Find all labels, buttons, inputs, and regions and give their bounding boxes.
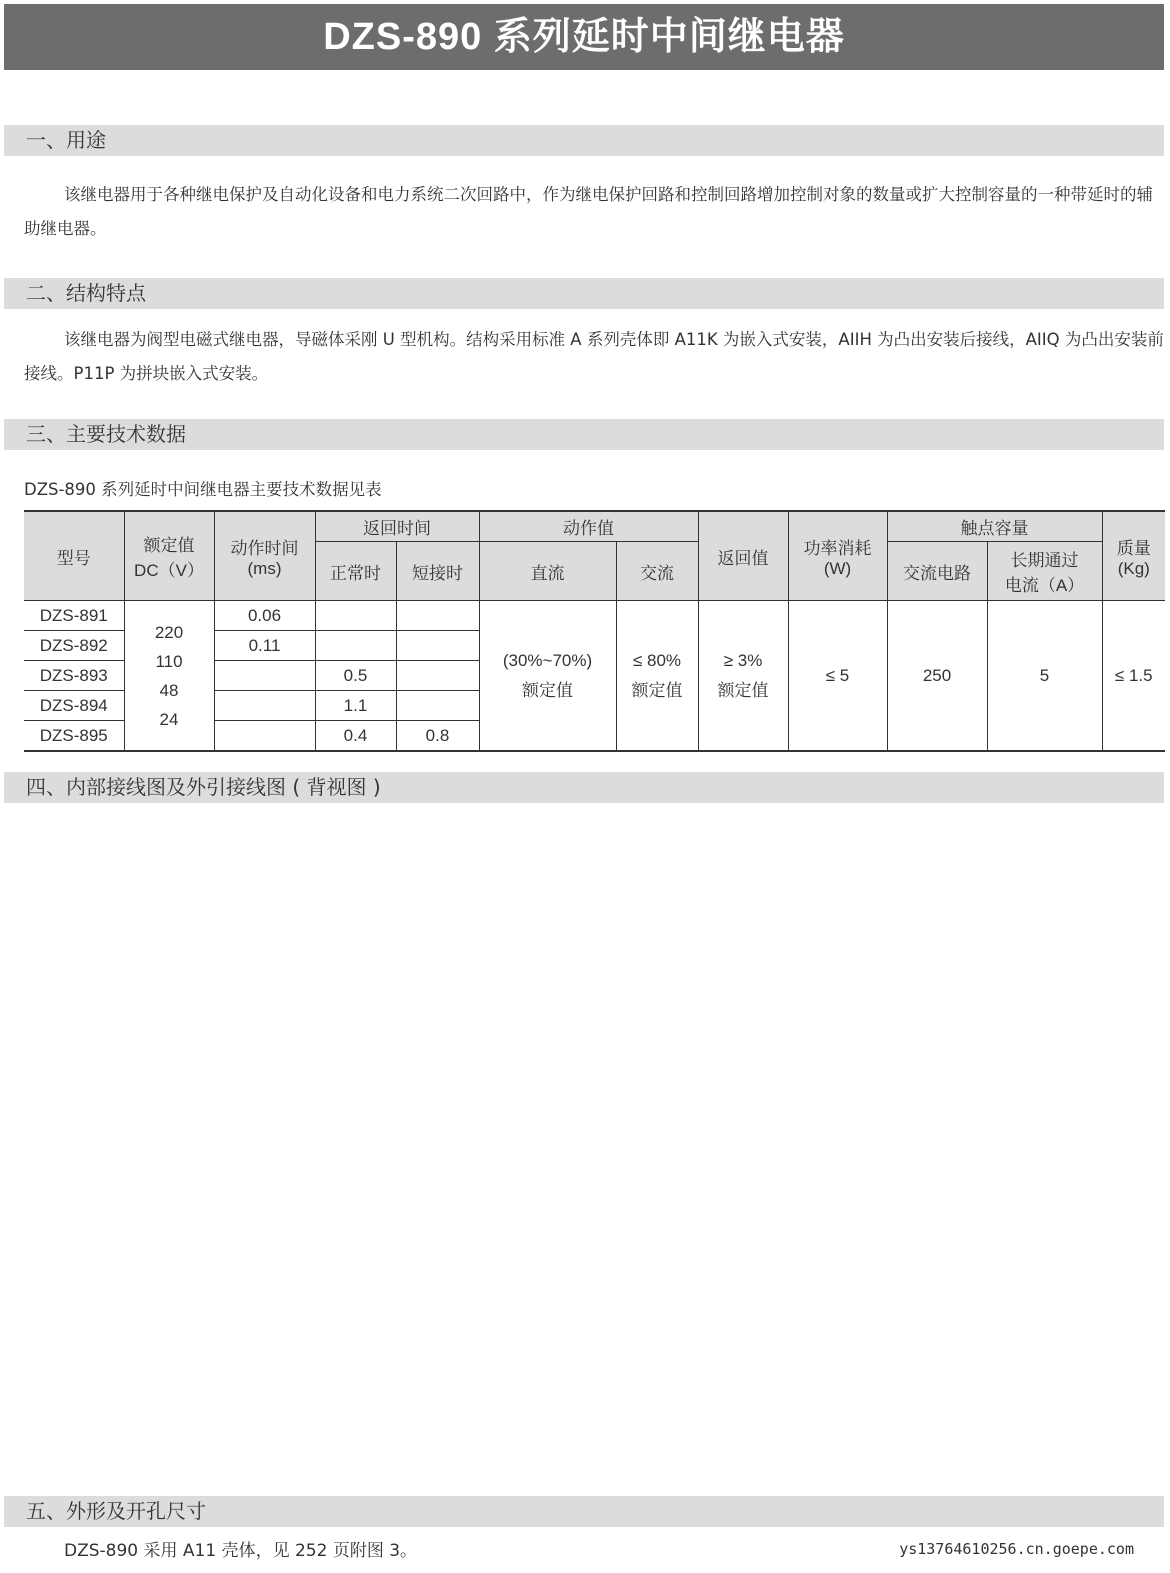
structure-text: 该继电器为阀型电磁式继电器，导磁体采刚 U 型机构。结构采用标准 A 系列壳体即 A11K 为嵌入式安装，AIIH 为凸出安装后接线，AIIQ 为凸出安装前接线。P11P 为拼块嵌入式安装。: [24, 330, 1164, 383]
cell-return-value: ≥ 3% 额定值: [698, 601, 788, 752]
header-return-time: 返回时间: [315, 511, 479, 542]
structure-paragraph: [24, 323, 1166, 391]
header-action-time: 动作时间 (ms): [214, 511, 315, 601]
cell-return-short: 0.8: [396, 721, 479, 752]
cell-return-normal: 0.5: [315, 661, 396, 691]
header-mass: 质量 (Kg): [1102, 511, 1165, 601]
header-ac-circuit: 交流电路: [887, 542, 987, 601]
usage-paragraph: [24, 178, 1166, 246]
dimensions-text: DZS-890 采用 A11 壳体，见 252 页附图 3。: [64, 1541, 418, 1561]
cell-model: DZS-891: [24, 601, 124, 631]
section-heading-dimensions: 五、外形及开孔尺寸: [4, 1496, 1164, 1527]
cell-model: DZS-893: [24, 661, 124, 691]
header-ac: 交流: [616, 542, 698, 601]
header-contact-capacity: 触点容量: [887, 511, 1102, 542]
section-heading-tech-data: 三、主要技术数据: [4, 419, 1164, 450]
cell-model: DZS-895: [24, 721, 124, 752]
cell-return-short: [396, 661, 479, 691]
page-title: DZS-890 系列延时中间继电器: [4, 4, 1164, 70]
section-heading-structure: 二、结构特点: [4, 278, 1164, 309]
cell-action-time: [214, 661, 315, 691]
cell-ac-value: ≤ 80% 额定值: [616, 601, 698, 752]
cell-return-normal: 0.4: [315, 721, 396, 752]
cell-action-time: [214, 721, 315, 752]
usage-text: 该继电器用于各种继电保护及自动化设备和电力系统二次回路中，作为继电保护回路和控制回路增加控制对象的数量或扩大控制容量的一种带延时的辅助继电器。: [24, 185, 1153, 238]
cell-ac-circuit: 250: [887, 601, 987, 752]
section-heading-usage: 一、用途: [4, 125, 1164, 156]
header-power: 功率消耗 (W): [788, 511, 887, 601]
header-action-value: 动作值: [479, 511, 698, 542]
header-return-short: 短接时: [396, 542, 479, 601]
header-rated: 额定值 DC（V）: [124, 511, 214, 601]
cell-dc-value: (30%~70%) 额定值: [479, 601, 616, 752]
cell-mass: ≤ 1.5: [1102, 601, 1165, 752]
cell-power: ≤ 5: [788, 601, 887, 752]
cell-return-normal: 1.1: [315, 691, 396, 721]
cell-model: DZS-894: [24, 691, 124, 721]
watermark-url: ys13764610256.cn.goepe.com: [899, 1540, 1134, 1558]
section-heading-wiring: 四、内部接线图及外引接线图 ( 背视图 ): [4, 772, 1164, 803]
cell-action-time: 0.11: [214, 631, 315, 661]
header-long-current: 长期通过 电流（A）: [987, 542, 1102, 601]
header-return-value: 返回值: [698, 511, 788, 601]
cell-return-normal: [315, 601, 396, 631]
cell-return-short: [396, 691, 479, 721]
header-dc: 直流: [479, 542, 616, 601]
table-row: [24, 601, 1165, 631]
header-return-normal: 正常时: [315, 542, 396, 601]
cell-action-time: [214, 691, 315, 721]
cell-rated-values: 220 110 48 24: [124, 601, 214, 752]
tech-data-table: [24, 510, 1165, 752]
cell-return-short: [396, 601, 479, 631]
header-model: 型号: [24, 511, 124, 601]
cell-long-current: 5: [987, 601, 1102, 752]
cell-action-time: 0.06: [214, 601, 315, 631]
table-caption: DZS-890 系列延时中间继电器主要技术数据见表: [24, 480, 382, 499]
cell-return-short: [396, 631, 479, 661]
cell-return-normal: [315, 631, 396, 661]
cell-model: DZS-892: [24, 631, 124, 661]
